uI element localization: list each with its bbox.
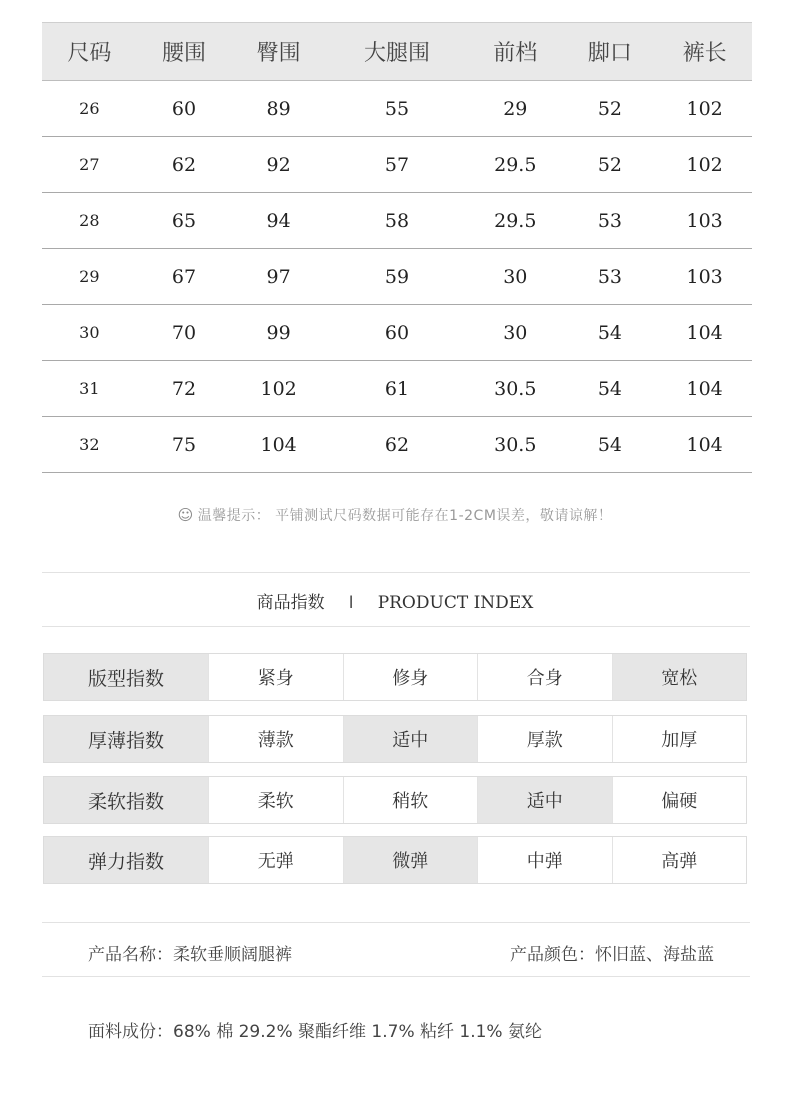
size-table-header	[42, 23, 752, 81]
table-cell: 29	[42, 249, 137, 305]
fabric-composition: 面料成份：68% 棉 29.2% 聚酯纤维 1.7% 粘纤 1.1% 氨纶	[88, 1022, 542, 1042]
table-cell: 52	[563, 137, 658, 193]
table-row	[42, 137, 752, 193]
index-label: 柔软指数	[44, 777, 208, 823]
table-cell: 94	[231, 193, 326, 249]
table-cell: 32	[42, 417, 137, 473]
index-row-elasticity	[43, 836, 747, 884]
index-row-thickness	[43, 715, 747, 763]
smile-icon: ☺	[177, 506, 194, 524]
table-cell: 29.5	[468, 137, 563, 193]
table-cell: 104	[657, 361, 752, 417]
table-cell: 102	[657, 81, 752, 137]
index-row-fit	[43, 653, 747, 701]
table-cell: 30	[468, 305, 563, 361]
product-color: 产品颜色：怀旧蓝、海盐蓝	[510, 945, 714, 965]
header-cell: 尺码	[42, 23, 137, 81]
table-cell: 92	[231, 137, 326, 193]
table-cell: 27	[42, 137, 137, 193]
divider	[42, 572, 750, 573]
index-option: 修身	[343, 654, 478, 700]
title-separator: I	[348, 593, 354, 613]
table-cell: 72	[137, 361, 232, 417]
table-cell: 60	[137, 81, 232, 137]
index-option: 柔软	[208, 777, 343, 823]
table-cell: 31	[42, 361, 137, 417]
table-cell: 103	[657, 249, 752, 305]
table-cell: 89	[231, 81, 326, 137]
tip-note	[0, 505, 790, 525]
table-row	[42, 305, 752, 361]
table-cell: 26	[42, 81, 137, 137]
index-label: 厚薄指数	[44, 716, 208, 762]
table-cell: 67	[137, 249, 232, 305]
header-cell: 前档	[468, 23, 563, 81]
table-cell: 53	[563, 193, 658, 249]
table-cell: 53	[563, 249, 658, 305]
index-option: 紧身	[208, 654, 343, 700]
table-cell: 30	[468, 249, 563, 305]
header-cell: 裤长	[657, 23, 752, 81]
size-table	[42, 22, 752, 473]
tip-text: 温馨提示： 平铺测试尺码数据可能存在1-2CM误差，敬请谅解！	[197, 508, 613, 524]
divider	[42, 976, 750, 977]
table-row	[42, 193, 752, 249]
divider	[42, 626, 750, 627]
table-row	[42, 417, 752, 473]
index-option-selected: 宽松	[612, 654, 747, 700]
table-cell: 65	[137, 193, 232, 249]
table-cell: 62	[326, 417, 468, 473]
table-cell: 55	[326, 81, 468, 137]
table-cell: 104	[657, 305, 752, 361]
header-cell: 脚口	[563, 23, 658, 81]
table-cell: 61	[326, 361, 468, 417]
table-cell: 103	[657, 193, 752, 249]
table-cell: 97	[231, 249, 326, 305]
table-cell: 102	[231, 361, 326, 417]
index-option: 加厚	[612, 716, 747, 762]
section-title	[0, 588, 790, 613]
header-cell: 腰围	[137, 23, 232, 81]
table-cell: 104	[657, 417, 752, 473]
table-cell: 30.5	[468, 361, 563, 417]
table-cell: 70	[137, 305, 232, 361]
header-cell: 大腿围	[326, 23, 468, 81]
table-row	[42, 249, 752, 305]
product-name: 产品名称：柔软垂顺阔腿裤	[88, 945, 292, 965]
index-option-selected: 微弹	[343, 837, 478, 883]
index-option: 无弹	[208, 837, 343, 883]
index-row-softness	[43, 776, 747, 824]
divider	[42, 922, 750, 923]
table-cell: 30	[42, 305, 137, 361]
index-option-selected: 适中	[477, 777, 612, 823]
index-label: 弹力指数	[44, 837, 208, 883]
table-cell: 54	[563, 305, 658, 361]
table-cell: 62	[137, 137, 232, 193]
section-title-cn: 商品指数	[256, 593, 325, 613]
table-cell: 59	[326, 249, 468, 305]
header-cell: 臀围	[231, 23, 326, 81]
table-cell: 104	[231, 417, 326, 473]
index-option: 薄款	[208, 716, 343, 762]
table-cell: 60	[326, 305, 468, 361]
table-cell: 99	[231, 305, 326, 361]
table-cell: 57	[326, 137, 468, 193]
table-cell: 102	[657, 137, 752, 193]
index-option: 中弹	[477, 837, 612, 883]
table-cell: 30.5	[468, 417, 563, 473]
index-option: 厚款	[477, 716, 612, 762]
table-row	[42, 361, 752, 417]
index-option: 偏硬	[612, 777, 747, 823]
table-cell: 58	[326, 193, 468, 249]
table-row	[42, 81, 752, 137]
index-option: 合身	[477, 654, 612, 700]
index-label: 版型指数	[44, 654, 208, 700]
table-cell: 52	[563, 81, 658, 137]
table-cell: 75	[137, 417, 232, 473]
index-option: 高弹	[612, 837, 747, 883]
table-cell: 28	[42, 193, 137, 249]
table-cell: 54	[563, 361, 658, 417]
table-cell: 54	[563, 417, 658, 473]
table-cell: 29.5	[468, 193, 563, 249]
table-cell: 29	[468, 81, 563, 137]
section-title-en: PRODUCT INDEX	[377, 593, 534, 613]
index-option: 稍软	[343, 777, 478, 823]
index-option-selected: 适中	[343, 716, 478, 762]
